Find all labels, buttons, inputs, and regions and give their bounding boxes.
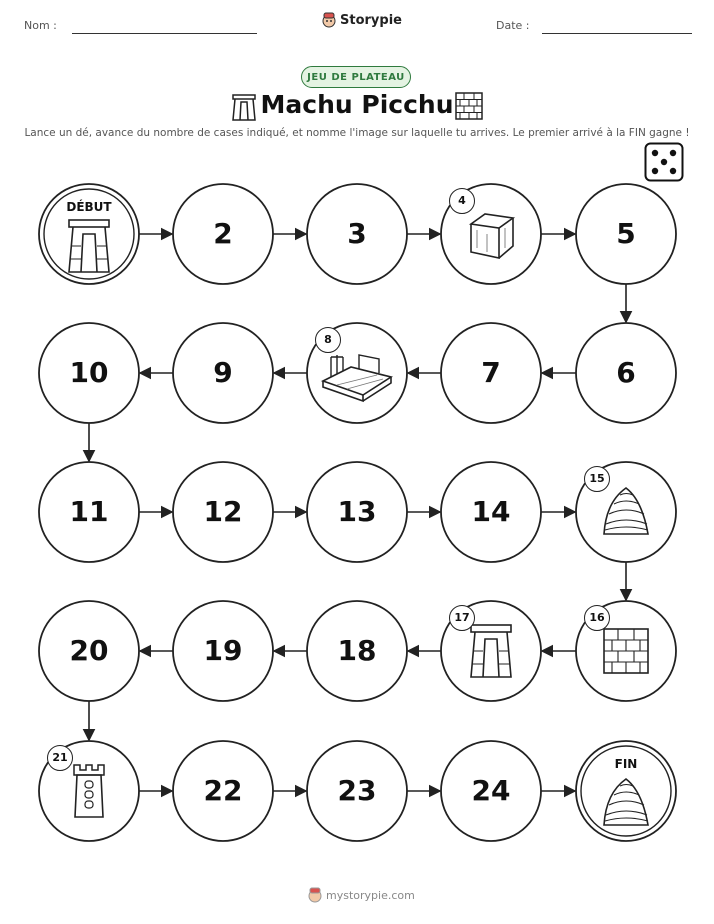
cell-number: 14 (471, 495, 511, 528)
cell-number: 6 (616, 356, 636, 389)
cell-number: 22 (203, 774, 243, 807)
name-label: Nom : (24, 19, 57, 32)
cell-number: 3 (347, 217, 367, 250)
cell-number: 9 (213, 356, 233, 389)
cell-number-badge: 21 (47, 745, 73, 771)
cell-number: 20 (69, 634, 109, 667)
cell-number: 24 (471, 774, 511, 807)
cell-number: 23 (337, 774, 377, 807)
cell-number: 19 (203, 634, 243, 667)
cell-number-badge: 8 (315, 327, 341, 353)
date-label: Date : (496, 19, 530, 32)
cell-number-badge: 4 (449, 188, 475, 214)
board-cell-25[interactable] (576, 741, 676, 841)
footer (308, 887, 415, 903)
page-title: Machu Picchu (260, 90, 454, 119)
cell-number-badge: 15 (584, 466, 610, 492)
cell-number: 11 (69, 495, 109, 528)
cell-number: 5 (616, 217, 636, 250)
footer-url: mystorypie.com (326, 888, 415, 902)
instructions: Lance un dé, avance du nombre de cases indiqué, et nomme l'image sur laquelle tu arrives. Le premier arrivé à la FIN gagne ! (24, 127, 690, 139)
cell-number: 10 (69, 356, 109, 389)
cell-number: 7 (481, 356, 501, 389)
game-type-badge: JEU DE PLATEAU (301, 66, 411, 88)
cell-number-badge: 16 (584, 605, 610, 631)
end-label: FIN (614, 757, 638, 771)
start-label: DÉBUT (66, 200, 112, 214)
board-cell-1[interactable] (39, 184, 139, 284)
storypie-mascot-icon (308, 887, 322, 903)
cell-number: 2 (213, 217, 233, 250)
cell-number: 18 (337, 634, 377, 667)
cell-number: 13 (337, 495, 377, 528)
cell-number-badge: 17 (449, 605, 475, 631)
brand-name: Storypie (340, 12, 402, 28)
cell-number: 12 (203, 495, 243, 528)
